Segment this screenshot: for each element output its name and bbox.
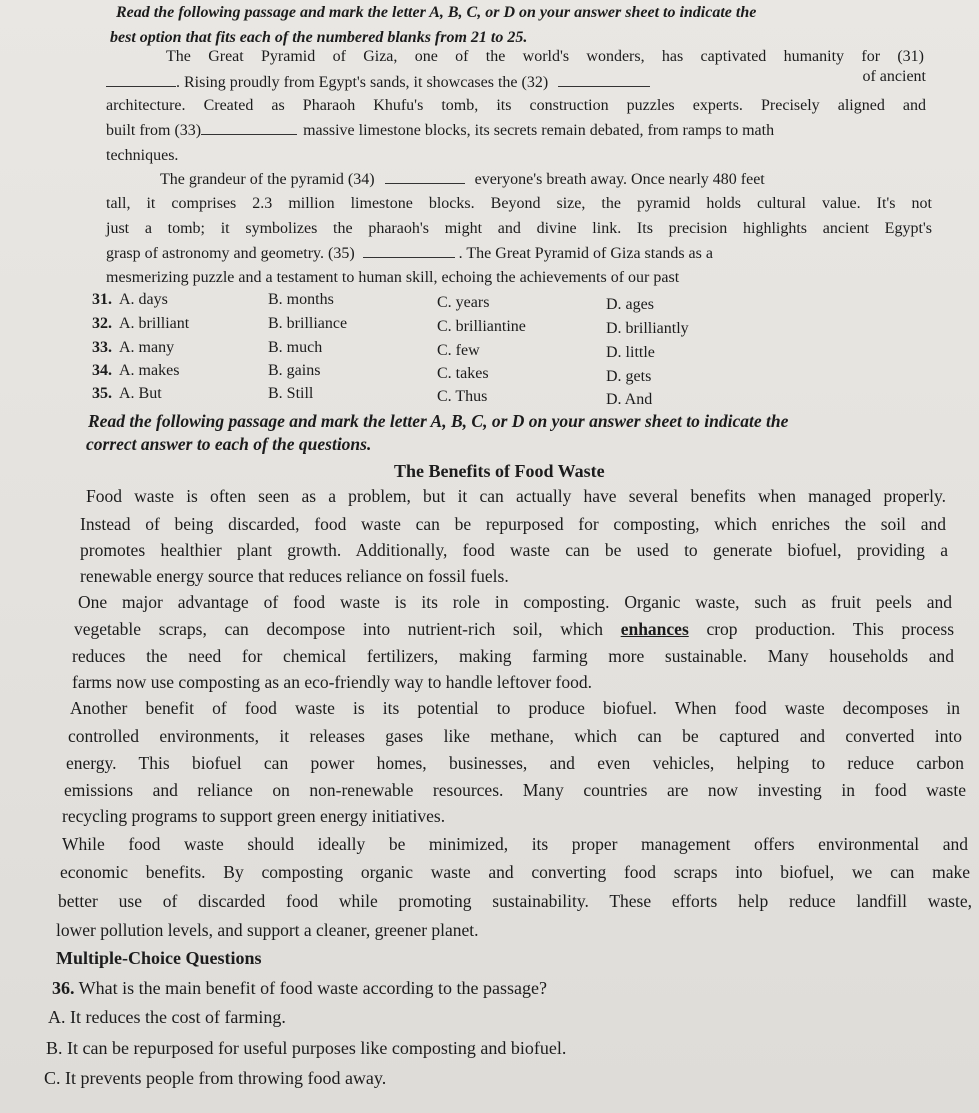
option-32-d[interactable]: D. brilliantly [606, 320, 689, 337]
blank-35 [363, 256, 455, 258]
food-p4-line-1: While food waste should ideally be minimized, its proper management offers environmental and [62, 834, 968, 854]
food-p2-line-2: vegetable scraps, can decompose into nutrient-rich soil, which enhances crop production. This process [74, 619, 955, 639]
food-p3-line-3: energy. This biofuel can power homes, businesses, and even vehicles, helping to reduce carbon [66, 753, 964, 773]
pyramid-p2-line-2: tall, it comprises 2.3 million limestone blocks. Beyond size, the pyramid holds cultural value. It's not [106, 195, 932, 212]
food-p1-line-4: renewable energy source that reduces reliance on fossil fuels. [80, 566, 509, 586]
food-p2-line-4: farms now use composting as an eco-friendly way to handle leftover food. [72, 672, 592, 692]
pyramid-p1-line-4: built from (33) massive limestone blocks, its secrets remain debated, from ramps to math [106, 122, 775, 139]
option-35-a[interactable]: A. But [119, 385, 162, 402]
food-p3-line-1: Another benefit of food waste is its potential to produce biofuel. When food waste decomposes in [70, 698, 960, 718]
pyramid-p1-line-2: . Rising proudly from Egypt's sands, it showcases the (32) of ancient [106, 73, 926, 93]
instruction-line-1: Read the following passage and mark the letter A, B, C, or D on your answer sheet to indicate the [116, 4, 757, 21]
pyramid-p2-line-3: just a tomb; it symbolizes the pharaoh's might and divine link. Its precision highlights ancient Egypt's [106, 220, 932, 237]
food-p1-line-1: Food waste is often seen as a problem, but it can actually have several benefits when managed properly. [86, 486, 946, 506]
instruction2-line-2: correct answer to each of the questions. [86, 434, 372, 454]
question-36-option-b[interactable]: B. It can be repurposed for useful purposes like composting and biofuel. [46, 1038, 567, 1058]
pyramid-p2-line-4: grasp of astronomy and geometry. (35) . The Great Pyramid of Giza stands as a [106, 245, 713, 262]
pyramid-p2-line-5: mesmerizing puzzle and a testament to human skill, echoing the achievements of our past [106, 269, 680, 286]
option-33-d[interactable]: D. little [606, 344, 655, 361]
option-32-b[interactable]: B. brilliance [268, 315, 348, 332]
food-p4-line-3: better use of discarded food while promoting sustainability. These efforts help reduce landfill waste, [58, 891, 972, 911]
pyramid-p1-line-1: The Great Pyramid of Giza, one of the world's wonders, has captivated humanity for (31) [166, 48, 924, 65]
pyramid-p2-line-1: The grandeur of the pyramid (34) everyone's breath away. Once nearly 480 feet [160, 171, 765, 188]
question-36-option-a[interactable]: A. It reduces the cost of farming. [48, 1007, 286, 1027]
option-33-c[interactable]: C. few [437, 342, 480, 359]
food-p2-line-3: reduces the need for chemical fertilizers, making farming more sustainable. Many households and [72, 646, 954, 666]
food-p4-line-4: lower pollution levels, and support a cleaner, greener planet. [56, 920, 479, 940]
food-p1-line-2: Instead of being discarded, food waste can be repurposed for composting, which enriches the soil and [80, 514, 946, 534]
blank-32 [558, 85, 650, 87]
underlined-word-enhances: enhances [620, 619, 689, 639]
worksheet-page: Read the following passage and mark the letter A, B, C, or D on your answer sheet to indicate the best option that fits each of the numbered blanks from 21 to 25. The Great Pyramid of Giza, one of the world's wonders, has captivated humanity for (31) . Rising proudly from Egypt's sands, it showcases the (32) of ancient architecture. Created as Pharaoh Khufu's tomb, its construction puzzles experts. Precisely aligned and built from (33) massive limestone blocks, its secrets remain debated, from ramps to math techniques. The grandeur of the pyramid (34) everyone's breath away. Once nearly 480 feet tall, it comprises 2.3 million limestone blocks. Beyond size, the pyramid holds cultural value. It's not just a tomb; it symbolizes the pharaoh's might and divine link. Its precision highlights ancient Egypt's grasp of astronomy and geometry. (35) . The Great Pyramid of Giza stands as a mesmerizing puzzle and a testament to human skill, echoing the achievements of our past 31. A. days B. months C. years D. ages 32. A. brilliant B. brilliance C. brilliantine D. brilliantly 33. A. many B. much C. few D. little 34. A. makes B. gains C. takes D. gets 35. A. But B. Still C. Thus D. And Read the following passage and mark the letter A, B, C, or D on your answer sheet to indicate the correct answer to each of the questions. The Benefits of Food Waste Food waste is often seen as a problem, but it can actually have several benefits when managed properly. Instead of being discarded, food waste can be repurposed for composting, which enriches the soil and promotes healthier plant growth. Additionally, food waste can be used to generate biofuel, providing a renewable energy source that reduces reliance on fossil fuels. One major advantage of food waste is its role in composting. Organic waste, such as fruit peels and vegetable scraps, can decompose into nutrient-rich soil, which enhances crop production. This process reduces the need for chemical fertilizers, making farming more sustainable. Many households and farms now use composting as an eco-friendly way to handle leftover food. Another benefit of food waste is its potential to produce biofuel. When food waste decomposes in controlled environments, it releases gases like methane, which can be captured and converted into energy. This biofuel can power homes, businesses, and even vehicles, helping to reduce carbon emissions and reliance on non-renewable resources. Many countries are now investing in food waste recycling programs to support green energy initiatives. While food waste should ideally be minimized, its proper management offers environmental and economic benefits. By composting organic waste and converting food scraps into biofuel, we can make better use of discarded food while promoting sustainability. These efforts help reduce landfill waste, lower pollution levels, and support a cleaner, greener planet. Multiple-Choice Questions 36. What is the main benefit of food waste according to the passage? A. It reduces the cost of farming. B. It can be repurposed for useful purposes like composting and biofuel. C. It prevents people from throwing food away. [44, 4, 972, 1088]
food-p3-line-2: controlled environments, it releases gases like methane, which can be captured and converted into [68, 726, 962, 746]
option-34-a[interactable]: A. makes [119, 362, 180, 379]
pyramid-p1-line-3: architecture. Created as Pharaoh Khufu's tomb, its construction puzzles experts. Precisely aligned and [106, 97, 926, 114]
food-p3-line-5: recycling programs to support green energy initiatives. [62, 806, 446, 826]
food-p1-line-3: promotes healthier plant growth. Additionally, food waste can be used to generate biofuel, providing a [80, 540, 948, 560]
blank-33 [201, 133, 297, 135]
option-33-a[interactable]: A. many [119, 339, 175, 356]
pyramid-p1-line-5: techniques. [106, 147, 179, 164]
option-31-a[interactable]: A. days [119, 291, 168, 308]
food-p4-line-2: economic benefits. By composting organic waste and converting food scraps into biofuel, we can make [60, 862, 970, 882]
option-33-b[interactable]: B. much [268, 339, 323, 356]
question-36-stem: 36. What is the main benefit of food waste according to the passage? [52, 978, 548, 998]
food-p3-line-4: emissions and reliance on non-renewable resources. Many countries are now investing in food waste [64, 780, 966, 800]
option-35-d[interactable]: D. And [606, 391, 653, 408]
question-36-option-c[interactable]: C. It prevents people from throwing food away. [44, 1068, 387, 1088]
option-31-c[interactable]: C. years [437, 294, 490, 311]
instruction2-line-1: Read the following passage and mark the letter A, B, C, or D on your answer sheet to indicate the [88, 411, 789, 431]
option-34-c[interactable]: C. takes [437, 365, 489, 382]
passage-title: The Benefits of Food Waste [394, 461, 605, 481]
instruction-line-2: best option that fits each of the numbered blanks from 21 to 25. [110, 29, 528, 46]
mcq-heading: Multiple-Choice Questions [56, 948, 262, 968]
option-35-c[interactable]: C. Thus [437, 388, 488, 405]
blank-31 [106, 85, 176, 87]
food-p2-line-1: One major advantage of food waste is its role in composting. Organic waste, such as fruit peels and [78, 592, 952, 612]
blank-34 [385, 182, 465, 184]
option-35-b[interactable]: B. Still [268, 385, 314, 402]
option-34-d[interactable]: D. gets [606, 368, 652, 385]
option-31-b[interactable]: B. months [268, 291, 334, 308]
option-32-a[interactable]: A. brilliant [119, 315, 190, 332]
option-32-c[interactable]: C. brilliantine [437, 318, 526, 335]
option-34-b[interactable]: B. gains [268, 362, 321, 379]
option-31-d[interactable]: D. ages [606, 296, 654, 313]
